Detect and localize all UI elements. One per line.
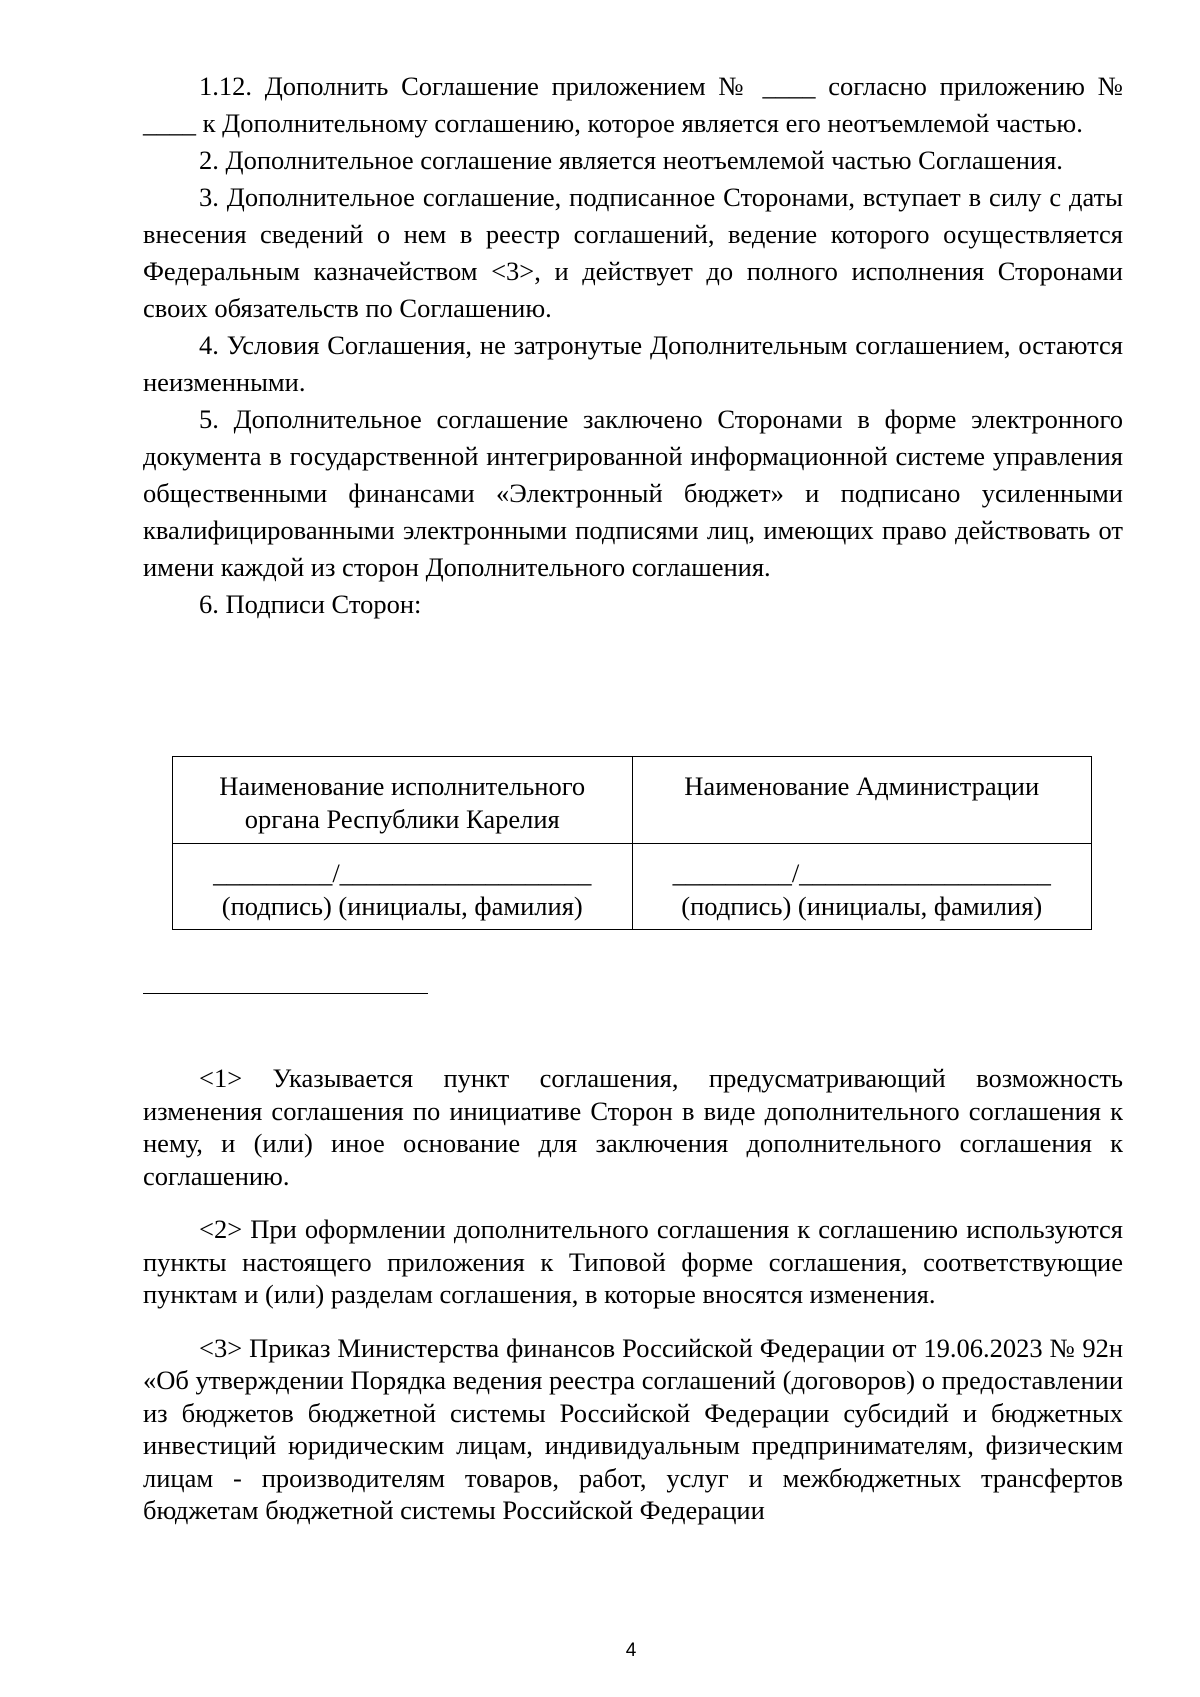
executive-body-signature-line: _________/___________________ (213, 858, 592, 888)
footnote-2: <2> При оформлении дополнительного соглашения к соглашению используются пункты настоящего приложения к Типовой форме соглашения, соответствующие пунктам и (или) разделам соглашения, в которые вносятся изменения. (143, 1214, 1123, 1309)
administration-signature-cell (632, 844, 1092, 930)
paragraph-4: 4. Условия Соглашения, не затронутые Дополнительным соглашением, остаются неизменными. (143, 330, 1123, 397)
executive-body-signature-caption: (подпись) (инициалы, фамилия) (221, 891, 583, 921)
executive-body-name-line1: Наименование исполнительного (219, 771, 586, 801)
administration-signature-line: _________/___________________ (672, 858, 1051, 888)
executive-body-signature-cell (173, 844, 633, 930)
administration-header-cell (632, 757, 1092, 844)
paragraph-2: 2. Дополнительное соглашение является неотъемлемой частью Соглашения. (199, 145, 1063, 175)
document-body (143, 68, 1123, 623)
paragraph-3: 3. Дополнительное соглашение, подписанное Сторонами, вступает в силу с даты внесения сведений о нем в реестр соглашений, ведение которого осуществляется Федеральным казначейством <3>, и действует до полного исполнения Сторонами своих обязательств по Соглашению. (143, 182, 1123, 323)
paragraph-1-12: 1.12. Дополнить Соглашение приложением № ____ согласно приложению № ____ к Дополнительному соглашению, которое является его неотъемлемой частью. (143, 71, 1123, 138)
administration-signature-caption: (подпись) (инициалы, фамилия) (681, 891, 1043, 921)
footnote-separator (143, 993, 428, 994)
signature-table-sign-row (173, 844, 1092, 930)
footnotes (143, 1062, 1123, 1548)
page-number: 4 (625, 1640, 637, 1661)
paragraph-5: 5. Дополнительное соглашение заключено Сторонами в форме электронного документа в государственной интегрированной информационной системе управления общественными финансами «Электронный бюджет» и подписано усиленными квалифицированными электронными подписями лиц, имеющих право действовать от имени каждой из сторон Дополнительного соглашения. (143, 404, 1123, 582)
footnote-3: <3> Приказ Министерства финансов Российской Федерации от 19.06.2023 № 92н «Об утверждении Порядка ведения реестра соглашений (договоров) о предоставлении из бюджетов бюджетной системы Российской Федерации субсидий и бюджетных инвестиций юридическим лицам, индивидуальным предпринимателям, физическим лицам - производителям товаров, работ, услуг и межбюджетных трансфертов бюджетам бюджетной системы Российской Федерации (143, 1332, 1123, 1525)
executive-body-header-cell (173, 757, 633, 844)
footnote-1: <1> Указывается пункт соглашения, предусматривающий возможность изменения соглашения по инициативе Сторон в виде дополнительного соглашения к нему, и (или) иное основание для заключения дополнительного соглашения к соглашению. (143, 1063, 1123, 1191)
executive-body-name-line2: органа Республики Карелия (244, 804, 560, 834)
signature-table (172, 756, 1092, 930)
paragraph-6: 6. Подписи Сторон: (199, 589, 422, 619)
administration-name: Наименование Администрации (684, 771, 1040, 801)
signature-table-header-row (173, 757, 1092, 844)
